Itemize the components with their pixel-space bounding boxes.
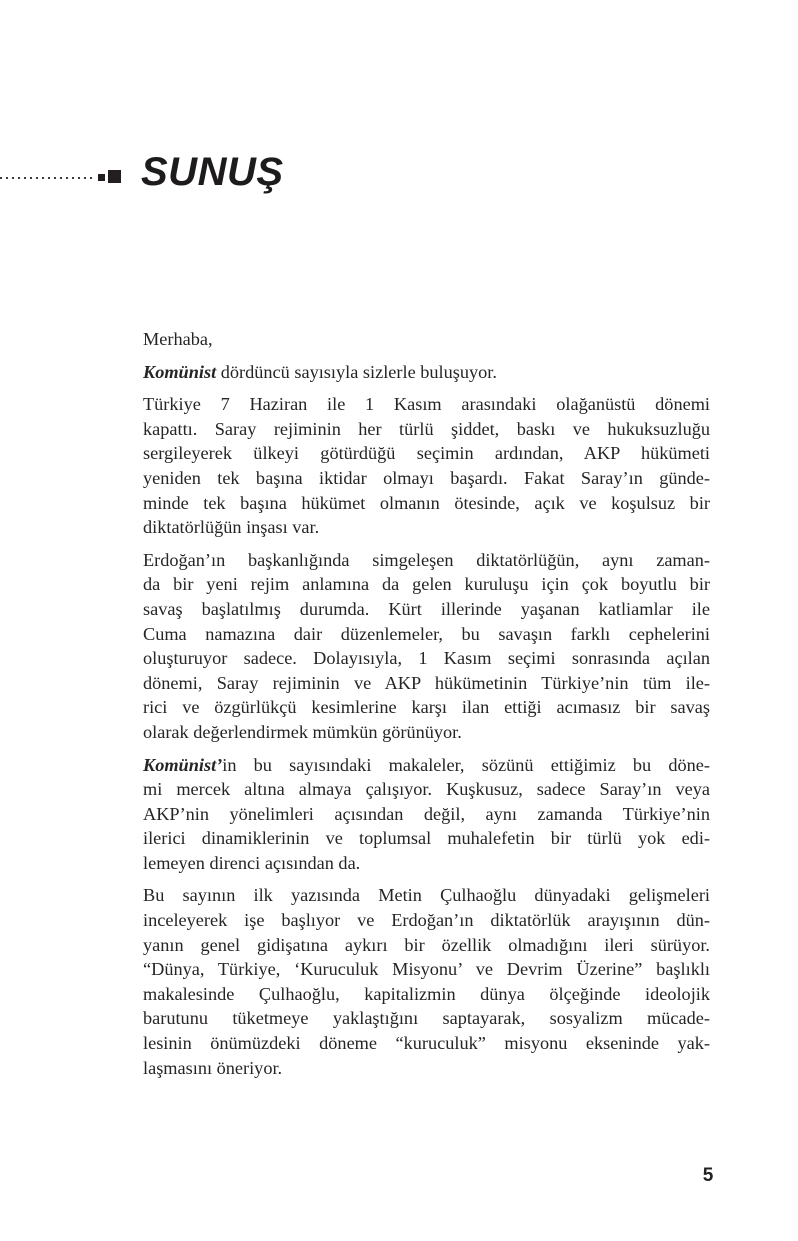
- text-line: rici ve özgürlükçü kesimlerine karşı ilan ettiği acımasız bir savaş: [143, 697, 710, 718]
- text-line: lemeyen direnci açısından da.: [143, 852, 361, 873]
- paragraph: [143, 392, 710, 540]
- dotted-rule-ornament: [0, 177, 95, 179]
- text-line: “Dünya, Türkiye, ‘Kuruculuk Misyonu’ ve Devrim Üzerine” başlıklı: [143, 959, 710, 980]
- text-line: lesinin önümüzdeki döneme “kuruculuk” misyonu ekseninde yak-: [143, 1033, 710, 1054]
- large-square-ornament: [108, 170, 121, 183]
- paragraph: [143, 327, 710, 352]
- text-line: ilerici dinamiklerinin ve toplumsal muhalefetin bir türlü yok edi-: [143, 828, 710, 849]
- text-line: Cuma namazına dair düzenlemeler, bu savaşın farklı cephelerini: [143, 623, 710, 644]
- paragraph: [143, 548, 710, 745]
- text-line: Merhaba,: [143, 329, 213, 349]
- text-line: makalesinde Çulhaoğlu, kapitalizmin dünya ölçeğinde ideolojik: [143, 983, 710, 1004]
- text-line: yanın genel gidişatına aykırı bir özellik olmadığını ileri sürüyor.: [143, 934, 710, 955]
- text-line: da bir yeni rejim anlamına da gelen kuruluşu için çok boyutlu bir: [143, 574, 710, 595]
- text-line: AKP’nin yönelimleri açısından değil, aynı zamanda Türkiye’nin: [143, 803, 710, 824]
- text-line: yeniden tek başına iktidar olmayı başardı. Fakat Saray’ın günde-: [143, 467, 710, 488]
- text-line: minde tek başına hükümet olmanın ötesinde, açık ve koşulsuz bir: [143, 492, 710, 513]
- text-line: Bu sayının ilk yazısında Metin Çulhaoğlu dünyadaki gelişmeleri: [143, 885, 710, 906]
- journal-name: Komünist’: [143, 754, 223, 775]
- journal-name: Komünist: [143, 361, 217, 382]
- text-line: oluşturuyor sadece. Dolayısıyla, 1 Kasım seçimi sonrasında açılan: [143, 648, 710, 669]
- text-line: dönemi, Saray rejiminin ve AKP hükümetinin Türkiye’nin tüm ile-: [143, 672, 710, 693]
- text-line: olarak değerlendirmek mümkün görünüyor.: [143, 721, 462, 742]
- paragraph: [143, 753, 710, 876]
- text-line: sergileyerek ülkeyi götürdüğü seçimin ardından, AKP hükümeti: [143, 443, 710, 464]
- small-square-ornament: [98, 174, 105, 181]
- text-line: barutunu tüketmeye yaklaştığını saptayarak, sosyalizm mücade-: [143, 1008, 710, 1029]
- paragraph: [143, 360, 710, 385]
- text-line: Erdoğan’ın başkanlığında simgeleşen diktatörlüğün, aynı zaman-: [143, 549, 710, 570]
- text-line: savaş başlatılmış durumda. Kürt illerinde yaşanan katliamlar ile: [143, 598, 710, 619]
- body-text: [143, 327, 710, 1088]
- text-line: diktatörlüğün inşası var.: [143, 517, 320, 538]
- chapter-title: SUNUŞ: [141, 150, 284, 194]
- text-line: kapattı. Saray rejiminin her türlü şiddet, baskı ve hukuksuzluğu: [143, 418, 710, 439]
- paragraph: [143, 883, 710, 1080]
- page-number: 5: [702, 1165, 714, 1186]
- text-line: Komünist’in bu sayısındaki makaleler, sözünü ettiğimiz bu döne-: [143, 754, 710, 775]
- text-line: Türkiye 7 Haziran ile 1 Kasım arasındaki olağanüstü dönemi: [143, 394, 710, 415]
- text-line: laşmasını öneriyor.: [143, 1057, 283, 1078]
- text-line: Komünist dördüncü sayısıyla sizlerle buluşuyor.: [143, 361, 497, 382]
- text-line: mi mercek altına almaya çalışıyor. Kuşkusuz, sadece Saray’ın veya: [143, 779, 710, 800]
- text-line: inceleyerek işe başlıyor ve Erdoğan’ın diktatörlük arayışının dün-: [143, 910, 710, 931]
